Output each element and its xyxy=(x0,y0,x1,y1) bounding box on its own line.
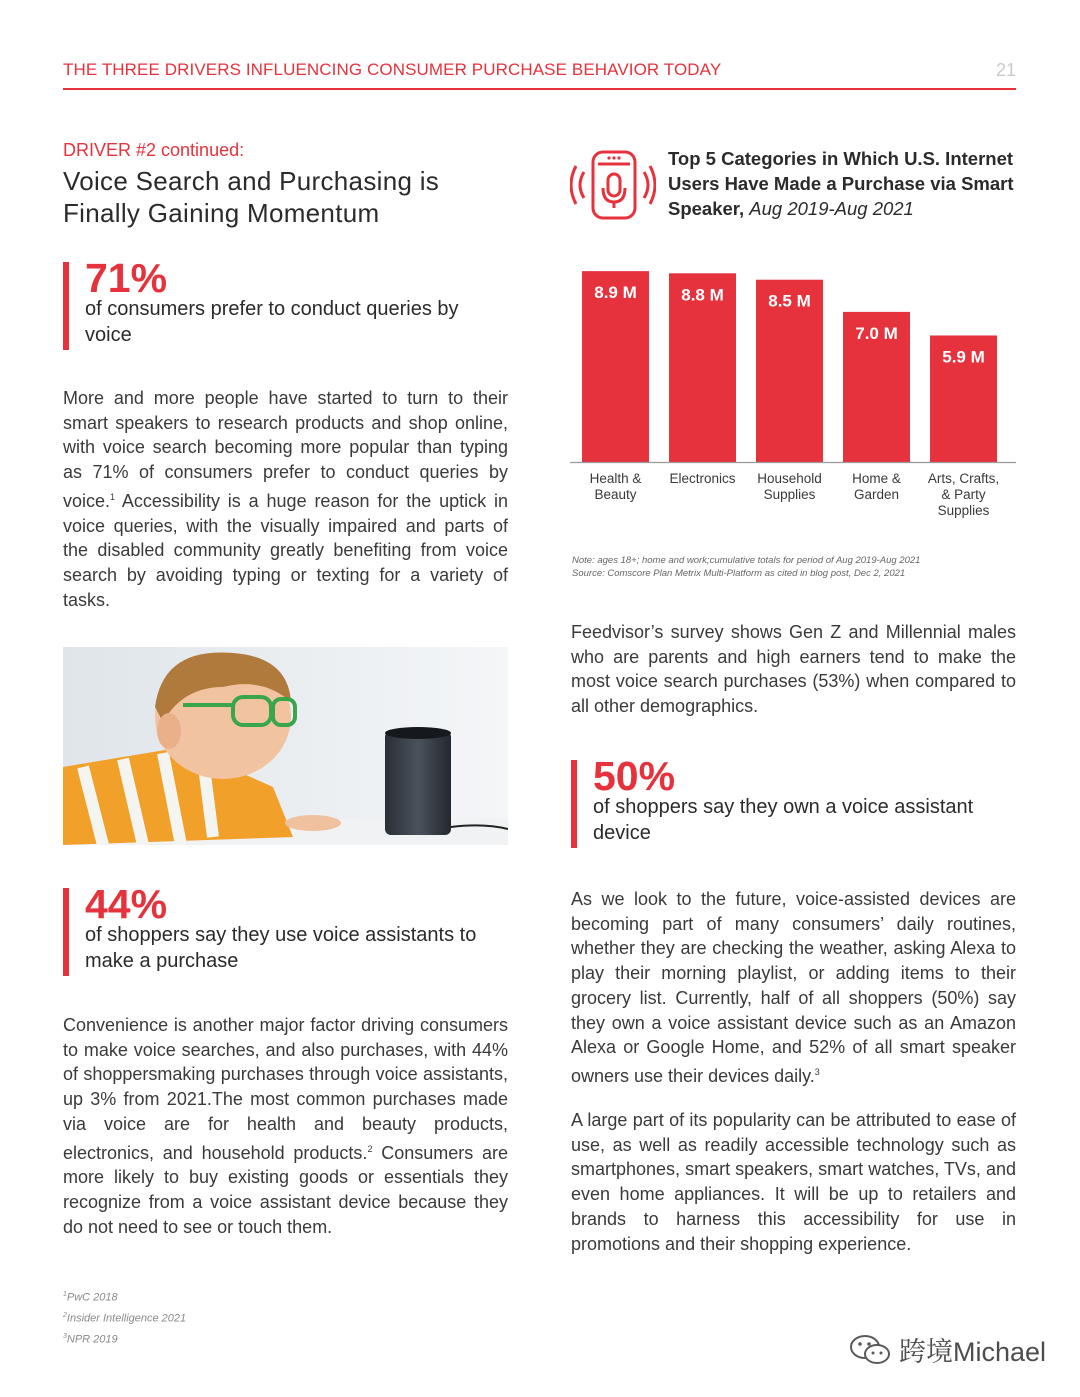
chart-note xyxy=(572,555,920,580)
header-title: THE THREE DRIVERS INFLUENCING CONSUMER PURCHASE BEHAVIOR TODAY xyxy=(63,60,722,79)
stat-text: of consumers prefer to conduct queries by voice xyxy=(85,298,459,346)
body-paragraph: As we look to the future, voice-assisted devices are becoming part of many consumers’ daily routines, whether they are checking the weather, asking Alexa to play their morning playlist, or adding items to their grocery list. Currently, half of all shoppers (50%) say they own a voice assistant device such as an Amazon Alexa or Google Home, and 52% of all smart speaker owners use their devices daily.$^3$ xyxy=(571,889,1016,1086)
bar-chart xyxy=(570,255,1020,535)
footnote: $^3$NPR 2019 xyxy=(63,1333,118,1346)
footnotes xyxy=(63,1286,186,1349)
chart-title: Top 5 Categories in Which U.S. Internet Users Have Made a Purchase via Smart Speaker, Aug 2019-Aug 2021 xyxy=(668,148,1014,219)
page-header xyxy=(63,58,1016,90)
child-with-smart-speaker-photo xyxy=(63,647,508,845)
driver-label: DRIVER #2 continued: xyxy=(63,140,245,160)
watermark xyxy=(849,1330,1046,1369)
stat-callout-44 xyxy=(63,881,508,976)
stat-number: 44% xyxy=(85,881,168,927)
stat-text: of shoppers say they own a voice assistant device xyxy=(593,796,974,844)
page-number: 21 xyxy=(995,60,1016,80)
chart-category-label: Health & Beauty xyxy=(589,471,642,502)
smart-speaker-icon xyxy=(570,150,656,220)
watermark-text: 跨境Michael xyxy=(898,1337,1046,1367)
chart-category-label: Electronics xyxy=(669,471,736,486)
chart-data-label: 7.0 M xyxy=(855,323,898,343)
section-title: Voice Search and Purchasing is Finally Gaining Momentum xyxy=(63,166,440,228)
chart-data-label: 5.9 M xyxy=(942,347,985,367)
stat-text: of shoppers say they use voice assistants to make a purchase xyxy=(85,924,477,972)
chart-source-text: Source: Comscore Plan Metrix Multi-Platform as cited in blog post, Dec 2, 2021 xyxy=(572,567,906,579)
chart-category-label: Home & Garden xyxy=(852,471,901,502)
chart-category-label: Arts, Crafts, & Party Supplies xyxy=(927,471,1000,518)
chart-data-label: 8.5 M xyxy=(768,291,811,311)
chart-data-label: 8.8 M xyxy=(681,285,724,305)
body-paragraph: Convenience is another major factor driving consumers to make voice searches, and also purchases, with 44% of shoppersmaking purchases through voice assistants, up 3% from 2021.The most common purchases made via voice are for health and beauty products, electronics, and household products.$^2$ Consumers are more likely to buy existing goods or essentials they recognize from a voice assistant device because they do not need to see or touch them. xyxy=(63,1015,508,1237)
wechat-icon xyxy=(849,1333,891,1367)
stat-callout-71 xyxy=(63,255,508,350)
stat-callout-50 xyxy=(571,753,1016,848)
chart-category-label: Household Supplies xyxy=(757,471,822,502)
chart-data-label: 8.9 M xyxy=(594,283,637,303)
body-paragraph: A large part of its popularity can be attributed to ease of use, as well as readily accessible technology such as smartphones, smart speakers, smart watches, TVs, and even home appliances. It will be up to retailers and brands to harness this accessibility for use in promotions and their shopping experience. xyxy=(571,1110,1016,1254)
footnote: $^1$PwC 2018 xyxy=(63,1291,118,1304)
footnote: $^2$Insider Intelligence 2021 xyxy=(63,1312,187,1325)
photo-illustration xyxy=(63,647,508,845)
body-paragraph: More and more people have started to turn to their smart speakers to research products and shop online, with voice search becoming more popular than typing as 71% of consumers prefer to conduct queries by voice.$^1$ Accessibility is a huge reason for the uptick in voice queries, with the visually impaired and parts of the disabled community greatly benefiting from voice search by avoiding typing or texting for a variety of tasks. xyxy=(63,388,508,610)
stat-number: 50% xyxy=(593,753,676,799)
chart-note-text: Note: ages 18+; home and work;cumulative totals for period of Aug 2019-Aug 2021 xyxy=(572,555,921,566)
stat-number: 71% xyxy=(85,255,168,301)
body-paragraph: Feedvisor’s survey shows Gen Z and Millennial males who are parents and high earners tend to make the most voice search purchases (53%) when compared to all other demographics. xyxy=(571,622,1016,717)
